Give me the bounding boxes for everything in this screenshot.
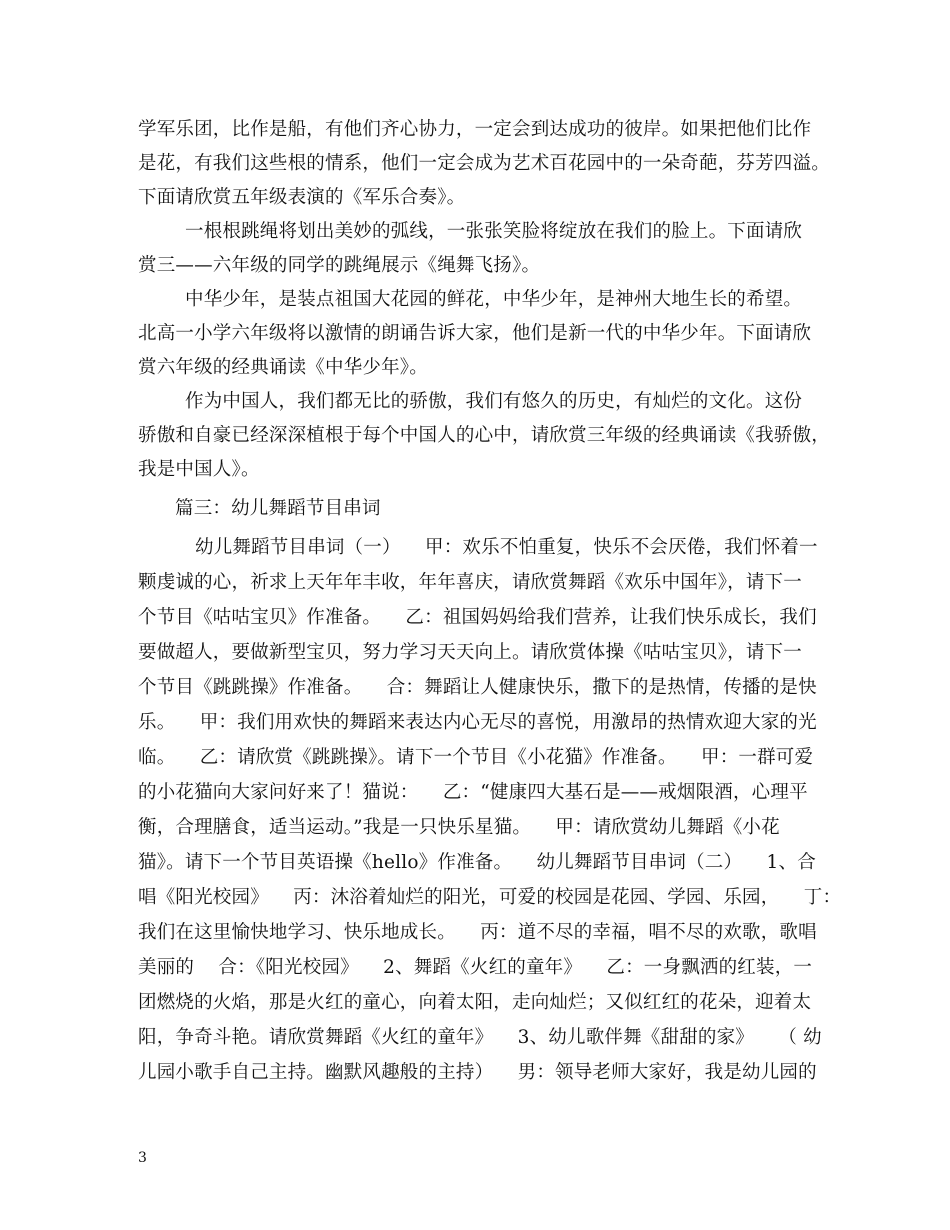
text-line: 临。 乙：请欣赏《跳跳操》。请下一个节目《小花猫》作准备。 甲：一群可爱 bbox=[138, 747, 814, 768]
text-line: 我们在这里愉快地学习、快乐地成长。 丙：道不尽的幸福，唱不尽的欢歌，歌唱 bbox=[138, 922, 817, 943]
text-line: 作为中国人，我们都无比的骄傲，我们有悠久的历史，有灿烂的文化。这份 bbox=[185, 391, 803, 412]
text-line: 下面请欣赏五年级表演的《军乐合奏》。 bbox=[138, 187, 466, 208]
text-line: 个节目《跳跳操》作准备。 合：舞蹈让人健康快乐，撒下的是热情，传播的是快 bbox=[138, 677, 817, 698]
text-line: 赏三——六年级的同学的跳绳展示《绳舞飞扬》。 bbox=[138, 255, 541, 276]
text-line: 衡，合理膳食，适当运动。”我是一只快乐星猫。 甲：请欣赏幼儿舞蹈《小花 bbox=[138, 817, 780, 838]
text-line: 猫》。请下一个节目英语操《hello》作准备。 幼儿舞蹈节目串词（二） 1、合 bbox=[138, 852, 816, 873]
text-line: 幼儿舞蹈节目串词（一） 甲：欢乐不怕重复，快乐不会厌倦，我们怀着一 bbox=[195, 537, 818, 558]
text-line: 个节目《咕咕宝贝》作准备。 乙：祖国妈妈给我们营养，让我们快乐成长，我们 bbox=[138, 607, 817, 628]
text-line: 乐。 甲：我们用欢快的舞蹈来表达内心无尽的喜悦，用激昂的热情欢迎大家的光 bbox=[138, 712, 817, 733]
text-line: 团燃烧的火焰，那是火红的童心，向着太阳，走向灿烂；又似红红的花朵，迎着太 bbox=[138, 992, 812, 1013]
text-line: 颗虔诚的心，祈求上天年年丰收，年年喜庆，请欣赏舞蹈《欢乐中国年》，请下一 bbox=[138, 572, 802, 593]
text-line: 骄傲和自豪已经深深植根于每个中国人的心中，请欣赏三年级的经典诵读《我骄傲， bbox=[138, 425, 830, 446]
text-line: 的小花猫向大家问好来了！猫说： 乙：“健康四大基石是——戒烟限酒，心理平 bbox=[138, 782, 808, 803]
text-line: 中华少年，是装点祖国大花园的鲜花，中华少年，是神州大地生长的希望。 bbox=[185, 289, 803, 310]
text-line: 儿园小歌手自己主持。幽默风趣般的主持） 男：领导老师大家好，我是幼儿园的 bbox=[138, 1062, 817, 1083]
text-line: 要做超人，要做新型宝贝，努力学习天天向上。请欣赏体操《咕咕宝贝》，请下一 bbox=[138, 642, 802, 663]
section-heading: 篇三：幼儿舞蹈节目串词 bbox=[175, 498, 381, 519]
text-line: 美丽的 合：《阳光校园》 2、舞蹈《火红的童年》 乙：一身飘洒的红装，一 bbox=[138, 957, 813, 978]
text-line: 我是中国人》。 bbox=[138, 459, 260, 480]
text-line: 北高一小学六年级将以激情的朗诵告诉大家，他们是新一代的中华少年。下面请欣 bbox=[138, 323, 812, 344]
text-line: 阳，争奇斗艳。请欣赏舞蹈《火红的童年》 3、幼儿歌伴舞《甜甜的家》 （ 幼 bbox=[138, 1027, 822, 1048]
page-number: 3 bbox=[138, 1150, 147, 1166]
text-line: 是花，有我们这些根的情系，他们一定会成为艺术百花园中的一朵奇葩，芬芳四溢。 bbox=[138, 153, 830, 174]
text-line: 唱《阳光校园》 丙：沐浴着灿烂的阳光，可爱的校园是花园、学园、乐园， 丁： bbox=[138, 887, 842, 908]
text-line: 一根根跳绳将划出美妙的弧线，一张张笑脸将绽放在我们的脸上。下面请欣 bbox=[185, 221, 803, 242]
text-line: 赏六年级的经典诵读《中华少年》。 bbox=[138, 357, 428, 378]
text-line: 学军乐团，比作是船，有他们齐心协力，一定会到达成功的彼岸。如果把他们比作 bbox=[138, 119, 812, 140]
